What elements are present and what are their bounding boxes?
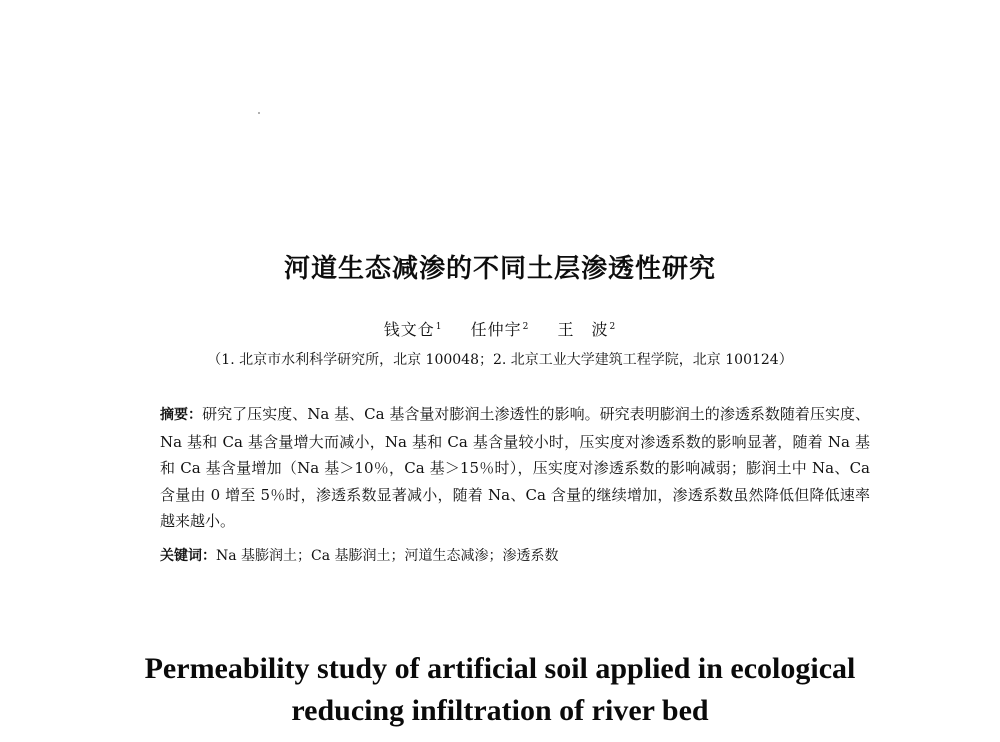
english-title-line-1: Permeability study of artificial soil applied in ecological <box>144 652 856 685</box>
keywords <box>160 545 870 567</box>
author-name: 王 波 <box>557 320 609 339</box>
abstract-text: 研究了压实度、Na 基、Ca 基含量对膨润土渗透性的影响。研究表明膨润土的渗透系数随着压实度、Na 基和 Ca 基含量增大而减小，Na 基和 Ca 基含量较小时，压实度对渗透系数的影响显著，随着 Na 基和 Ca 基含量增加（Na 基＞10％，Ca 基＞15％时），压实度对渗透系数的影响减弱；膨润土中 Na、Ca 含量由 0 增至 5％时，渗透系数显著减小，随着 Na、Ca 含量的继续增加，渗透系数虽然降低但降低速率越来越小。 <box>160 405 871 530</box>
affiliation-mark: 1 <box>435 321 443 332</box>
chinese-title: 河道生态减渗的不同土层渗透性研究 <box>283 254 716 284</box>
affiliation-mark: 2 <box>609 321 617 332</box>
keywords-text: Na 基膨润土；Ca 基膨润土；河道生态减渗；渗透系数 <box>216 548 559 564</box>
author-name: 任仲宇 <box>470 320 522 339</box>
keywords-label: 关键词： <box>160 548 216 564</box>
author-name: 钱文仓 <box>383 320 435 339</box>
affiliation: （1. 北京市水利科学研究所，北京 100048；2. 北京工业大学建筑工程学院，北京 100124） <box>207 352 793 368</box>
author-list <box>0 317 1000 340</box>
scan-speck <box>258 112 260 114</box>
author-3 <box>557 317 616 340</box>
english-title <box>0 648 1000 732</box>
author-2 <box>471 317 530 340</box>
author-1 <box>384 317 443 340</box>
abstract-label: 摘要： <box>160 407 203 423</box>
abstract <box>160 401 870 535</box>
affiliation-mark: 2 <box>522 321 530 332</box>
english-title-line-2: reducing infiltration of river bed <box>291 694 709 727</box>
